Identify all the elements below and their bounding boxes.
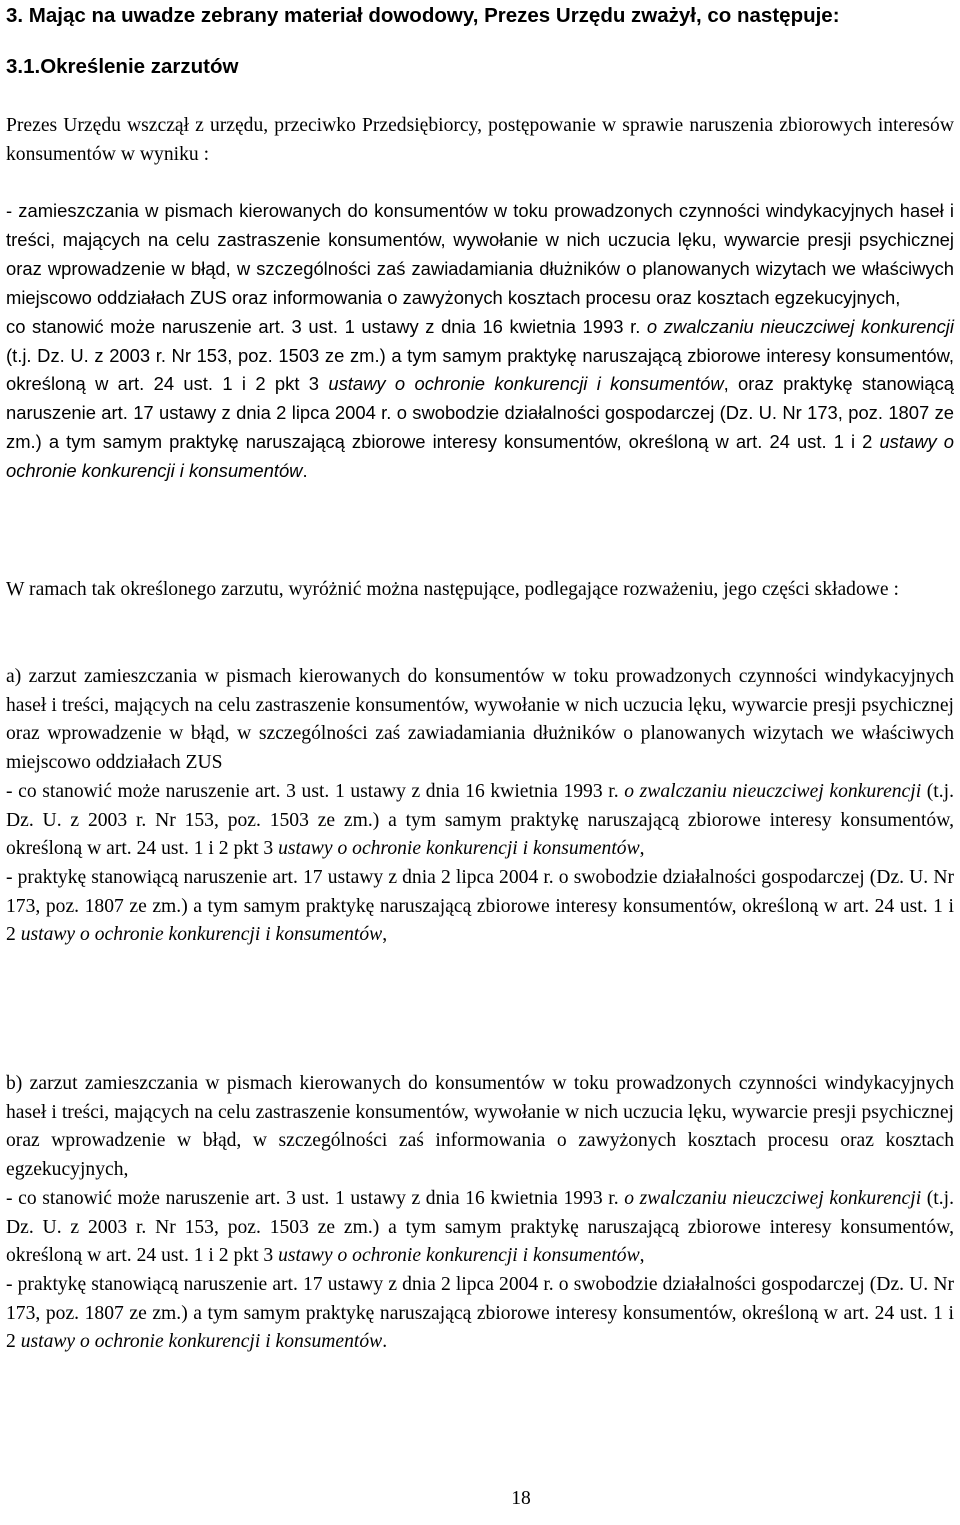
page-number: 18 — [511, 1488, 531, 1509]
charge-text-5: . — [302, 460, 308, 482]
subsection-heading: 3.1.Określenie zarzutów — [6, 55, 239, 78]
point-a-paragraph — [6, 663, 954, 950]
point-b-line2-end: . — [382, 1331, 388, 1353]
point-a-line1-text: - co stanowić może naruszenie art. 3 ust. 1 ustawy z dnia 16 kwietnia 1993 r. — [6, 780, 619, 802]
point-a-line2-end: , — [382, 924, 388, 946]
charge-text-3: (t.j. Dz. U. z 2003 r. Nr 153, poz. 1503 ze zm.) a tym samym praktykę naruszającą zbiorowe interesy konsumentów, określoną w art. 24 ust. 1 i 2 pkt 3 — [6, 344, 954, 395]
point-b-intro: b) zarzut zamieszczania w pismach kierowanych do konsumentów w toku prowadzonych czynności windykacyjnych haseł i treści, mających na celu zastraszenie konsumentów, wywołanie w nich uczucia lęku, wywarcie presji psychicznej oraz wprowadzenie w błąd, w szczególności zaś informowania o zawyżonych kosztach procesu oraz kosztach egzekucyjnych, — [6, 1073, 954, 1181]
charge-paragraph — [6, 197, 954, 486]
point-b-line1-end: , — [639, 1245, 645, 1267]
point-b-line2-text: - praktykę stanowiącą naruszenie art. 17 ustawy z dnia 2 lipca 2004 r. o swobodzie działalności gospodarczej (Dz. U. Nr 173, poz. 1807 ze zm.) a tym samym praktykę naruszającą zbiorowe interesy konsumentów, określoną w art. 24 ust. 1 i 2 — [6, 1273, 954, 1353]
point-a-line1-end: , — [639, 838, 645, 860]
charge-text-2: co stanowić może naruszenie art. 3 ust. 1 ustawy z dnia 16 kwietnia 1993 r. — [6, 315, 641, 337]
section-heading: 3. Mając na uwadze zebrany materiał dowodowy, Prezes Urzędu zważył, co następuje: — [6, 4, 840, 27]
charge-text-4: , oraz praktykę stanowiącą naruszenie art. 17 ustawy z dnia 2 lipca 2004 r. o swobodzie działalności gospodarczej (Dz. U. Nr 173, poz. 1807 ze zm.) a tym samym praktykę naruszającą zbiorowe interesy konsumentów, określoną w art. 24 ust. 1 i 2 — [6, 373, 954, 453]
point-b-line1-text-2: (t.j. Dz. U. z 2003 r. Nr 153, poz. 1503 ze zm.) a tym samym praktykę naruszającą zbiorowe interesy konsumentów, określoną w art. 24 ust. 1 i 2 pkt 3 — [6, 1187, 954, 1267]
point-b-paragraph — [6, 1070, 954, 1357]
point-a-law-title-2: ustawy o ochronie konkurencji i konsumentów — [278, 838, 640, 860]
point-a-line2-text: - praktykę stanowiącą naruszenie art. 17 ustawy z dnia 2 lipca 2004 r. o swobodzie działalności gospodarczej (Dz. U. Nr 173, poz. 1807 ze zm.) a tym samym praktykę naruszającą zbiorowe interesy konsumentów, określoną w art. 24 ust. 1 i 2 — [6, 866, 954, 946]
intro-paragraph: Prezes Urzędu wszczął z urzędu, przeciwko Przedsiębiorcy, postępowanie w sprawie naruszenia zbiorowych interesów konsumentów w wyniku : — [6, 115, 954, 165]
point-a-line1-text-2: (t.j. Dz. U. z 2003 r. Nr 153, poz. 1503 ze zm.) a tym samym praktykę naruszającą zbiorowe interesy konsumentów, określoną w art. 24 ust. 1 i 2 pkt 3 — [6, 780, 954, 860]
point-b-law-title-2: ustawy o ochronie konkurencji i konsumentów — [278, 1245, 640, 1267]
point-b-line1-text: - co stanowić może naruszenie art. 3 ust. 1 ustawy z dnia 16 kwietnia 1993 r. — [6, 1187, 619, 1209]
charge-text-1: - zamieszczania w pismach kierowanych do konsumentów w toku prowadzonych czynności windykacyjnych haseł i treści, mających na celu zastraszenie konsumentów, wywołanie w nich uczucia lęku, wywarcie presji psychicznej oraz wprowadzenie w błąd, w szczególności zaś zawiadamiania dłużników o planowanych wizytach we właściwych miejscowo oddziałach ZUS oraz informowania o zawyżonych kosztach procesu oraz kosztach egzekucyjnych, — [6, 200, 954, 308]
charge-law-title-2: ustawy o ochronie konkurencji i konsumentów — [328, 373, 724, 395]
point-a-intro: a) zarzut zamieszczania w pismach kierowanych do konsumentów w toku prowadzonych czynności windykacyjnych haseł i treści, mających na celu zastraszenie konsumentów, wywołanie w nich uczucia lęku, wywarcie presji psychicznej oraz wprowadzenie w błąd, w szczególności zaś zawiadamiania dłużników o planowanych wizytach we właściwych miejscowo oddziałach ZUS — [6, 666, 954, 774]
point-a-law-title-1: o zwalczaniu nieuczciwej konkurencji — [624, 780, 922, 802]
point-b-law-title-3: ustawy o ochronie konkurencji i konsumentów — [20, 1331, 383, 1353]
charge-law-title-3: ustawy o ochronie konkurencji i konsumentów — [6, 431, 954, 482]
point-a-law-title-3: ustawy o ochronie konkurencji i konsumentów — [20, 924, 383, 946]
point-b-law-title-1: o zwalczaniu nieuczciwej konkurencji — [624, 1187, 922, 1209]
charge-law-title-1: o zwalczaniu nieuczciwej konkurencji — [646, 315, 954, 337]
document-page — [6, 0, 954, 1525]
scope-paragraph: W ramach tak określonego zarzutu, wyróżnić można następujące, podlegające rozważeniu, jego części składowe : — [6, 579, 899, 600]
